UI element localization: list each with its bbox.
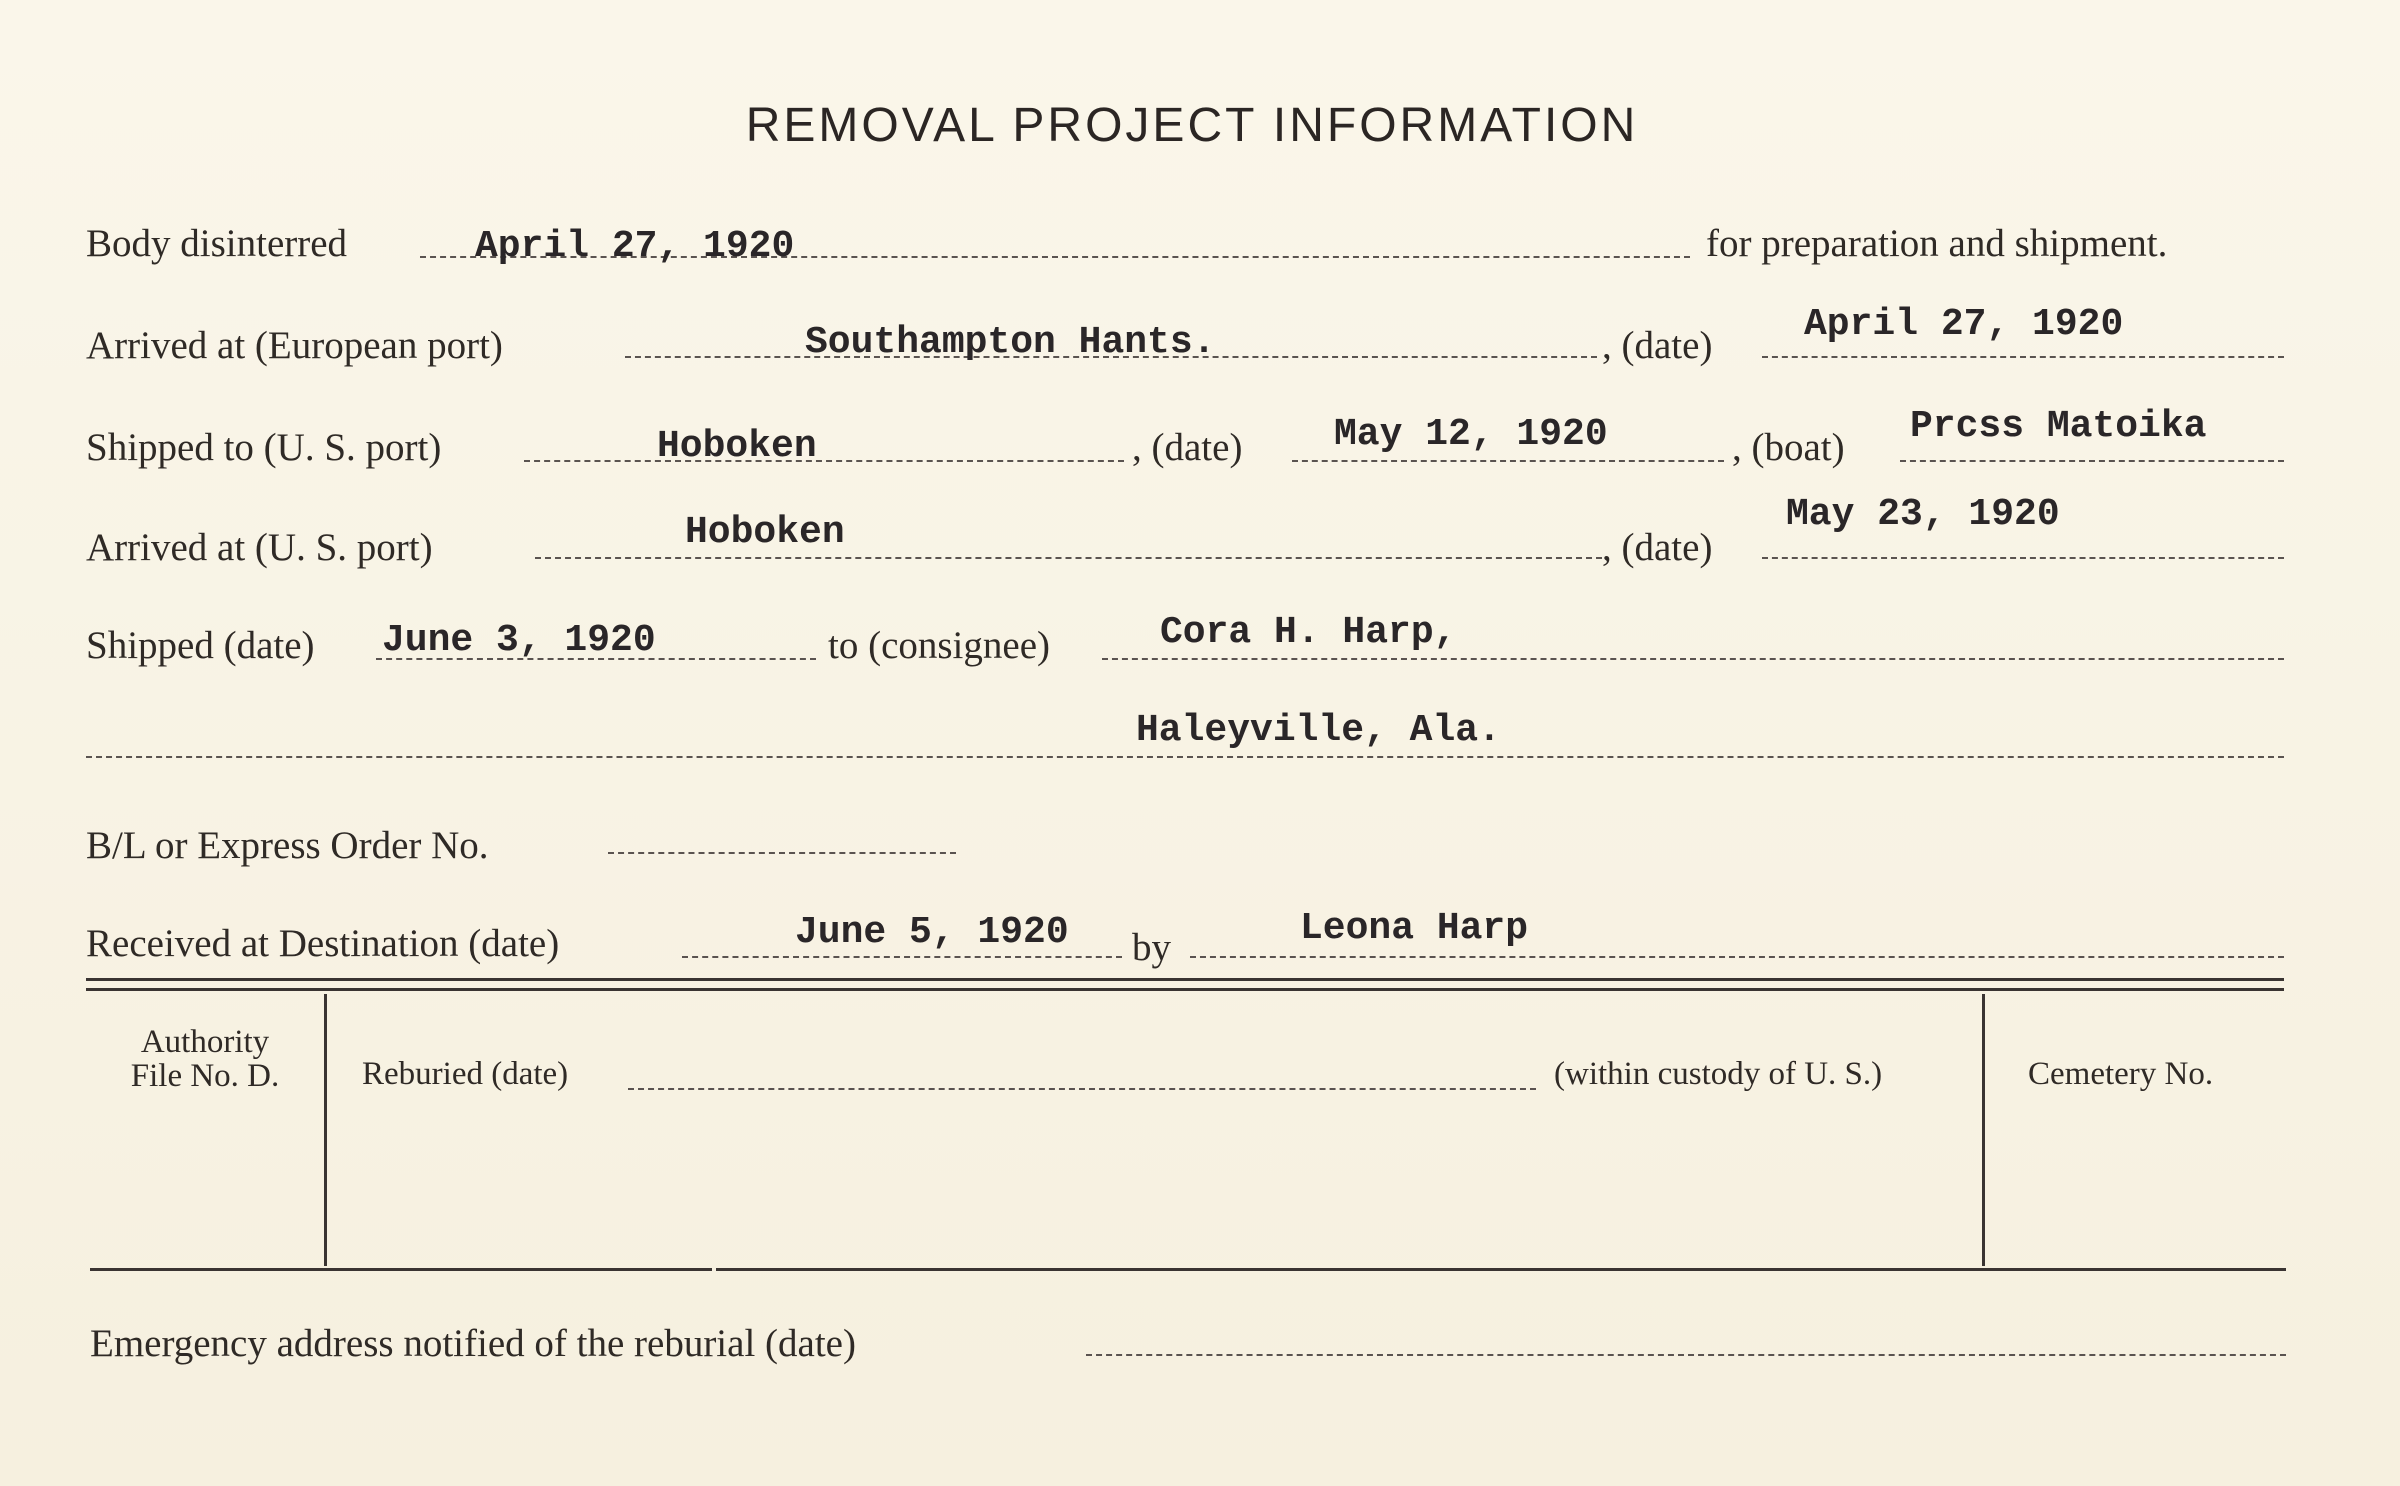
table-top-rule-inner — [86, 988, 2284, 991]
shipped-us-date-label: , (date) — [1132, 426, 1243, 469]
table-bottom-rule-left — [90, 1268, 712, 1271]
emergency-field-line — [1086, 1354, 2286, 1356]
arrived-us-port-value: Hoboken — [685, 511, 845, 554]
disinterred-date-value: April 27, 1920 — [475, 225, 795, 268]
file-no-label: File No. D. — [130, 1058, 280, 1094]
cemetery-column-divider — [1982, 994, 1985, 1266]
shipped-us-port-field-line — [524, 460, 1124, 462]
received-by-label: by — [1132, 926, 1171, 969]
table-bottom-rule-right — [716, 1268, 2286, 1271]
bl-order-field-line — [608, 852, 956, 854]
consignee-field-line — [1102, 658, 2284, 660]
european-port-label: Arrived at (European port) — [86, 324, 503, 367]
cemetery-no-label: Cemetery No. — [2028, 1056, 2214, 1092]
consignee-address-value: Haleyville, Ala. — [1136, 709, 1501, 752]
disinterred-label: Body disinterred — [86, 222, 348, 265]
bl-order-label: B/L or Express Order No. — [86, 824, 489, 867]
shipped-us-port-label: Shipped to (U. S. port) — [86, 426, 442, 469]
arrived-us-date-line — [1762, 557, 2284, 559]
european-port-date-line — [1762, 356, 2284, 358]
boat-label: , (boat) — [1732, 426, 1845, 469]
shipped-us-port-value: Hoboken — [657, 425, 817, 468]
arrived-us-port-label: Arrived at (U. S. port) — [86, 526, 433, 569]
authority-column-divider — [324, 994, 327, 1266]
received-by-field-line — [1190, 956, 2284, 958]
page-title: REMOVAL PROJECT INFORMATION — [745, 99, 1639, 152]
emergency-label: Emergency address notified of the reburial (date) — [90, 1322, 856, 1365]
european-port-value: Southampton Hants. — [805, 321, 1216, 364]
european-port-date-label: , (date) — [1602, 324, 1713, 367]
received-date-field-line — [682, 956, 1122, 958]
received-by-value: Leona Harp — [1300, 907, 1529, 950]
custody-label: (within custody of U. S.) — [1554, 1056, 1883, 1092]
shipped-date-value: June 3, 1920 — [382, 619, 656, 662]
shipped-date-label: Shipped (date) — [86, 624, 315, 667]
consignee-label: to (consignee) — [828, 624, 1051, 667]
arrived-us-date-value: May 23, 1920 — [1786, 493, 2060, 536]
shipped-us-date-line — [1292, 460, 1724, 462]
shipped-us-date-value: May 12, 1920 — [1334, 413, 1608, 456]
table-top-rule — [86, 978, 2284, 981]
european-port-date-value: April 27, 1920 — [1804, 303, 2124, 346]
disinterred-suffix: for preparation and shipment. — [1706, 222, 2168, 265]
arrived-us-date-label: , (date) — [1602, 526, 1713, 569]
consignee-address-line — [86, 756, 2284, 758]
reburied-label: Reburied (date) — [362, 1056, 569, 1092]
arrived-us-port-field-line — [535, 557, 1602, 559]
received-date-label: Received at Destination (date) — [86, 922, 560, 965]
consignee-value: Cora H. Harp, — [1160, 611, 1457, 654]
boat-field-line — [1900, 460, 2284, 462]
authority-label: Authority — [140, 1024, 270, 1060]
received-date-value: June 5, 1920 — [795, 911, 1069, 954]
boat-value: Prcss Matoika — [1910, 405, 2207, 448]
reburied-field-line — [628, 1088, 1536, 1090]
